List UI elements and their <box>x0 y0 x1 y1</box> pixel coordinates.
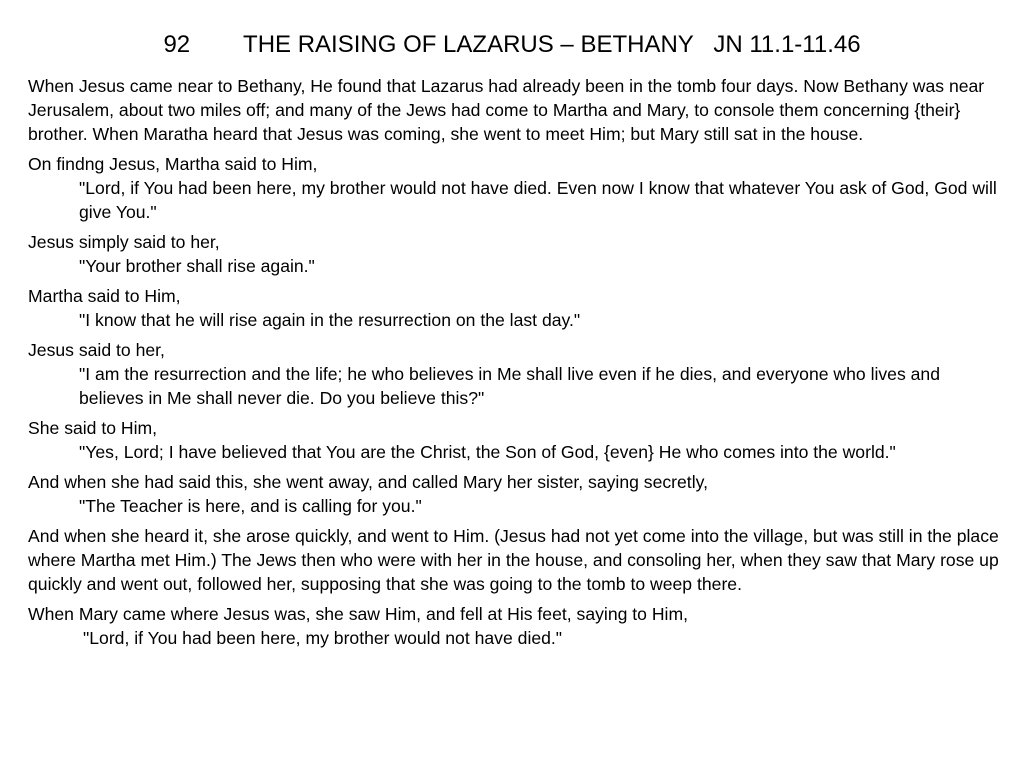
exchange-intro: When Mary came where Jesus was, she saw Him, and fell at His feet, saying to Him, <box>28 604 689 624</box>
exchange-intro: And when she had said this, she went away, and called Mary her sister, saying secretly, <box>28 472 708 492</box>
exchange-martha-3 <box>28 416 1000 464</box>
exchange-quote: "Lord, if You had been here, my brother would not have died. Even now I know that whatever You ask of God, God will give You." <box>79 178 997 222</box>
exchange-jesus-1 <box>28 230 1000 278</box>
paragraph-text: And when she heard it, she arose quickly, and went to Him. (Jesus had not yet come into the village, but was still in the place where Martha met Him.) The Jews then who were with her in the house, and consoling her, when they saw that Mary rose up quickly and went out, followed her, supposing that she was going to the tomb to weep there. <box>28 526 999 594</box>
narration-paragraph <box>28 524 1000 596</box>
exchange-intro: On findng Jesus, Martha said to Him, <box>28 154 318 174</box>
exchange-martha-1 <box>28 152 1000 224</box>
exchange-intro: Jesus simply said to her, <box>28 232 220 252</box>
opening-paragraph <box>28 74 1000 146</box>
exchange-quote: "I know that he will rise again in the resurrection on the last day." <box>79 310 581 330</box>
exchange-quote: "The Teacher is here, and is calling for you." <box>79 496 422 516</box>
exchange-quote: "Yes, Lord; I have believed that You are the Christ, the Son of God, {even} He who comes into the world." <box>79 442 896 462</box>
exchange-intro: Jesus said to her, <box>28 340 165 360</box>
exchange-martha-2 <box>28 284 1000 332</box>
paragraph-text: When Jesus came near to Bethany, He found that Lazarus had already been in the tomb four days. Now Bethany was near Jerusalem, about two miles off; and many of the Jews had come to Martha and Mary, to console them concerning {their} brother. When Maratha heard that Jesus was coming, she went to meet Him; but Mary still sat in the house. <box>28 76 985 144</box>
exchange-quote: "I am the resurrection and the life; he who believes in Me shall live even if he dies, and everyone who lives and believes in Me shall never die. Do you believe this?" <box>79 364 941 408</box>
exchange-intro: She said to Him, <box>28 418 158 438</box>
exchange-quote: "Your brother shall rise again." <box>79 256 315 276</box>
exchange-jesus-2 <box>28 338 1000 410</box>
slide-title: 92 THE RAISING OF LAZARUS – BETHANY JN 11.1-11.46 <box>163 31 861 58</box>
exchange-mary <box>28 602 1000 650</box>
exchange-intro: Martha said to Him, <box>28 286 181 306</box>
exchange-quote: "Lord, if You had been here, my brother would not have died." <box>83 628 563 648</box>
exchange-martha-mary <box>28 470 1000 518</box>
